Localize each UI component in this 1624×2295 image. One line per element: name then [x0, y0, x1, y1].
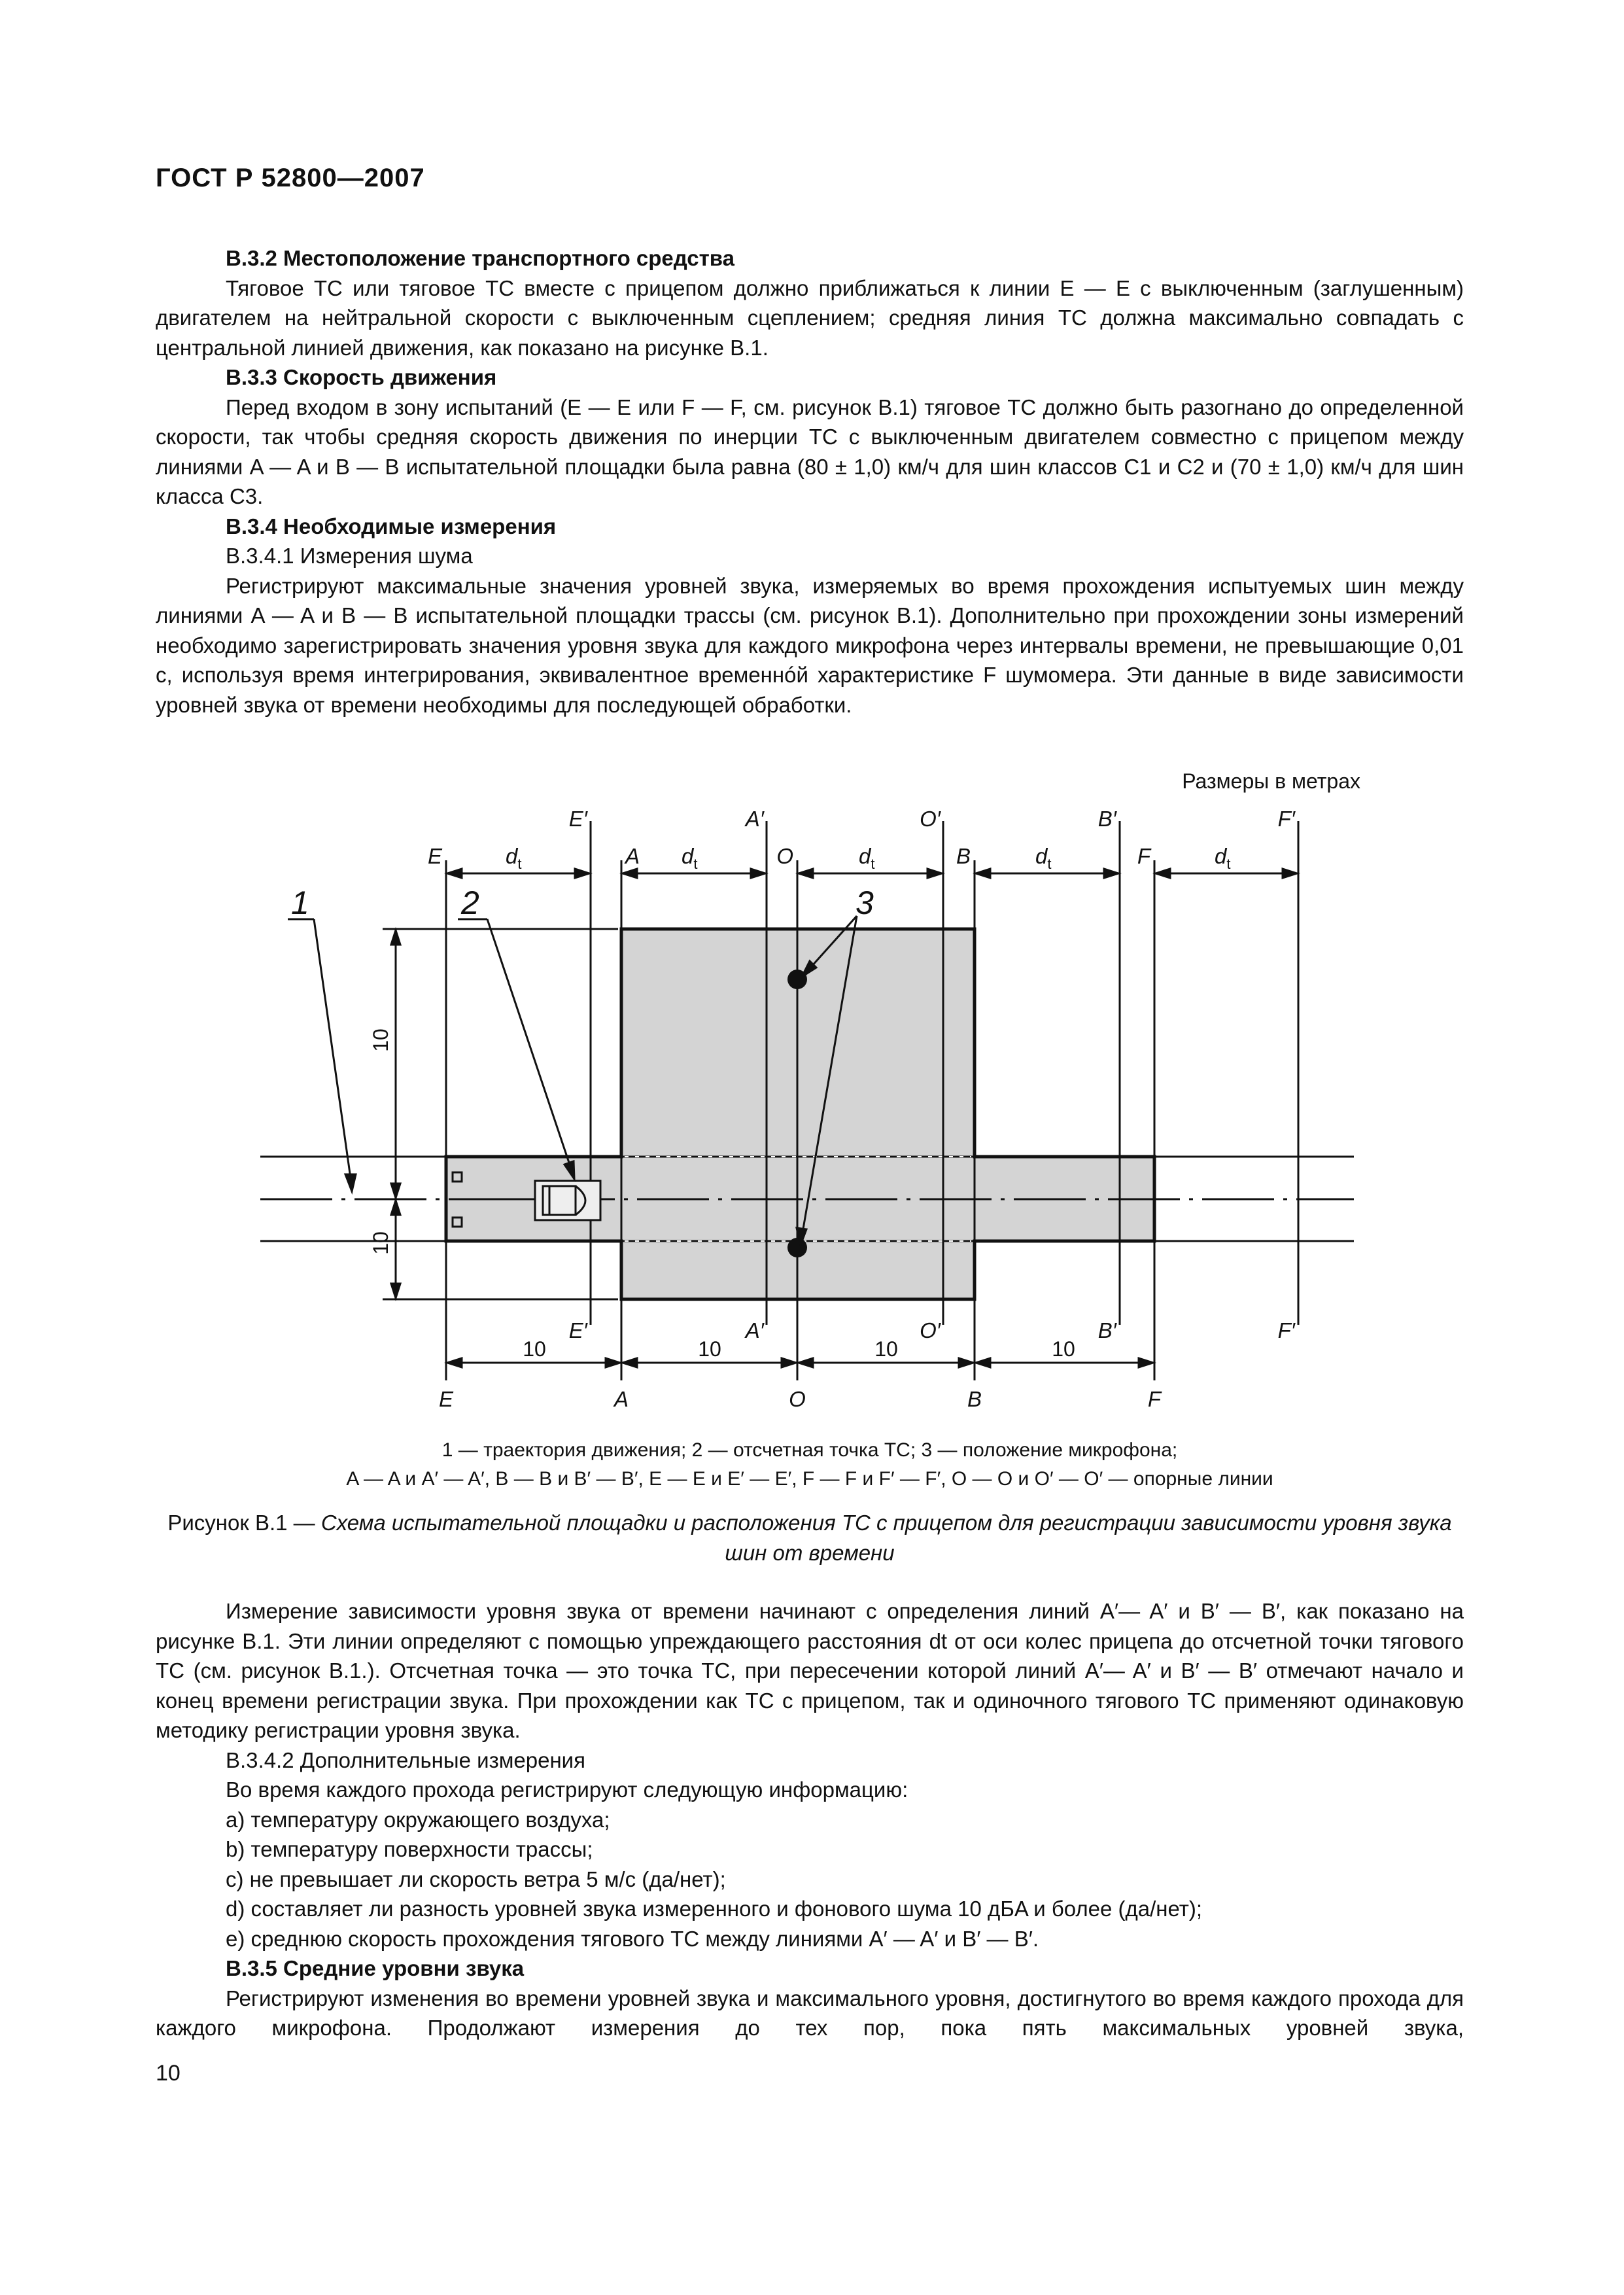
paragraph-b341: Регистрируют максимальные значения уровней звука, измеряемых во время прохождения испытуемых шин между линиями A — A и B — B испытательной площадки трассы (см. рисунок В.1). Дополнительно при прохождении зоны измерений необходимо зарегистрировать значения уровня звука для каждого микрофона через интервалы времени, не превышающие 0,01 с, используя время интегрирования, эквивалентное временнóй характеристике F шумомера. Эти данные в виде зависимости уровней звука от времени необходимы для последующей обработки. — [156, 573, 1464, 717]
list-item-b: b) температуру поверхности трассы; — [226, 1837, 593, 1861]
paragraph-after-figure: Измерение зависимости уровня звука от времени начинают с определения линий A′— A′ и B′ — B′, как показано на рисунке В.1. Эти линии определяют с помощью упреждающего расстояния dt от оси колес прицепа до отсчетной точки тягового ТС (см. рисунок В.1.). Отсчетная точка — это точка ТС, при пересечении которой линий A′— A′ и B′ — B′ отмечают начало и конец времени регистрации звука. При прохождении как ТС с прицепом, так и одиночного тягового ТС применяют одинаковую методику регистрации уровня звука. — [156, 1599, 1464, 1742]
dt-label-2: $d_t$ — [682, 844, 698, 872]
text-block-top — [156, 243, 1464, 720]
text-block-bottom — [156, 1596, 1464, 2043]
label-bottom-b-prime: B′ — [1097, 1318, 1116, 1342]
dim-left-lower: 10 — [369, 1231, 392, 1255]
heading-b33: В.3.3 Скорость движения — [226, 365, 497, 389]
figure-caption — [156, 1508, 1464, 1568]
dim-left-upper: 10 — [369, 1028, 392, 1052]
dim-bottom-4: 10 — [1052, 1337, 1075, 1361]
microphone-bottom — [787, 1238, 807, 1257]
label-bottom-f: F — [1147, 1387, 1162, 1411]
dim-bottom-1: 10 — [523, 1337, 546, 1361]
bottom-dimensions — [447, 1358, 1153, 1367]
list-item-d: d) составляет ли разность уровней звука измеренного и фонового шума 10 дБA и более (да/нет); — [226, 1897, 1203, 1921]
label-top-f-prime: F′ — [1277, 807, 1295, 831]
label-bottom-e: E — [438, 1387, 454, 1411]
left-dimensions — [383, 929, 618, 1299]
dt-label-4: $d_t$ — [1035, 844, 1052, 872]
label-bottom-a-prime: A′ — [745, 1318, 764, 1342]
label-o: O — [776, 844, 793, 868]
legend-line-1: 1 — траектория движения; 2 — отсчетная точка ТС; 3 — положение микрофона; — [441, 1439, 1178, 1461]
page-number: 10 — [156, 2061, 181, 2086]
label-e: E — [427, 844, 442, 868]
subheading-b342: В.3.4.2 Дополнительные измерения — [226, 1747, 585, 1772]
units-note: Размеры в метрах — [1182, 769, 1360, 793]
heading-b32: В.3.2 Местоположение транспортного средства — [226, 246, 735, 270]
paragraph-b33: Перед входом в зону испытаний (E — E или F — F, см. рисунок В.1) тяговое ТС должно быть разогнано до определенной скорости, так чтобы средняя скорость движения по инерции ТС с выключенным двигателем совместно с прицепом между линиями A — A и B — B испытательной площадки была равна (80 ± 1,0) км/ч для шин классов С1 и С2 и (70 ± 1,0) км/ч для шин класса С3. — [156, 394, 1464, 508]
dim-bottom-2: 10 — [698, 1337, 721, 1361]
callout-3: 3 — [855, 885, 874, 921]
label-bottom-e-prime: E′ — [568, 1318, 587, 1342]
label-bottom-b: B — [967, 1387, 982, 1411]
dim-bottom-3: 10 — [874, 1337, 898, 1361]
label-top-a-prime: A′ — [745, 807, 764, 831]
paragraph-b35: Регистрируют изменения во времени уровней звука и максимального уровня, достигнутого во время каждого прохода для каждого микрофона. Продолжают измерения до тех пор, пока пять максимальных уровней звука, — [156, 1986, 1464, 2040]
caption-prefix: Рисунок В.1 — — [167, 1511, 321, 1535]
subheading-b341: В.3.4.1 Измерения шума — [226, 544, 473, 568]
label-bottom-o-prime: O′ — [920, 1318, 941, 1342]
label-a: A — [625, 844, 640, 868]
heading-b34: В.3.4 Необходимые измерения — [226, 514, 557, 538]
figure-legend — [156, 1436, 1464, 1494]
list-intro: Во время каждого прохода регистрируют следующую информацию: — [226, 1778, 908, 1802]
label-top-e-prime: E′ — [568, 807, 587, 831]
document-header: ГОСТ Р 52800—2007 — [156, 164, 425, 192]
heading-b35: В.3.5 Средние уровни звука — [226, 1956, 525, 1980]
list-item-c: c) не превышает ли скорость ветра 5 м/с (да/нет); — [226, 1866, 726, 1891]
label-b: B — [956, 844, 971, 868]
dt-label-1: $d_t$ — [506, 844, 522, 872]
label-f: F — [1137, 844, 1150, 868]
label-bottom-o: O — [789, 1387, 806, 1411]
label-bottom-f-prime: F′ — [1277, 1318, 1295, 1342]
list-item-e: e) среднюю скорость прохождения тягового ТС между линиями A′ — A′ и B′ — B′. — [226, 1926, 1039, 1951]
label-top-b-prime: B′ — [1097, 807, 1116, 831]
dt-label-5: $d_t$ — [1215, 844, 1231, 872]
caption-title: Схема испытательной площадки и расположения ТС с прицепом для регистрации зависимости уровня звука шин от времени — [320, 1511, 1452, 1565]
callout-2: 2 — [461, 885, 479, 921]
dt-label-3: $d_t$ — [859, 844, 875, 872]
callout-1: 1 — [291, 885, 309, 921]
test-site-diagram — [249, 769, 1373, 1423]
legend-line-2: A — A и A′ — A′, B — B и B′ — B′, E — E и E′ — E′, F — F и F′ — F′, O — O и O′ — O′ — опорные линии — [346, 1468, 1273, 1490]
list-item-a: a) температуру окружающего воздуха; — [226, 1807, 610, 1832]
label-bottom-a: A — [613, 1387, 629, 1411]
paragraph-b32: Тяговое ТС или тяговое ТС вместе с прицепом должно приближаться к линии E — E с выключенным (заглушенным) двигателем на нейтральной скорости с выключенным сцеплением; средняя линия ТС должна максимально совпадать с центральной линией движения, как показано на рисунке В.1. — [156, 275, 1464, 360]
label-top-o-prime: O′ — [920, 807, 941, 831]
